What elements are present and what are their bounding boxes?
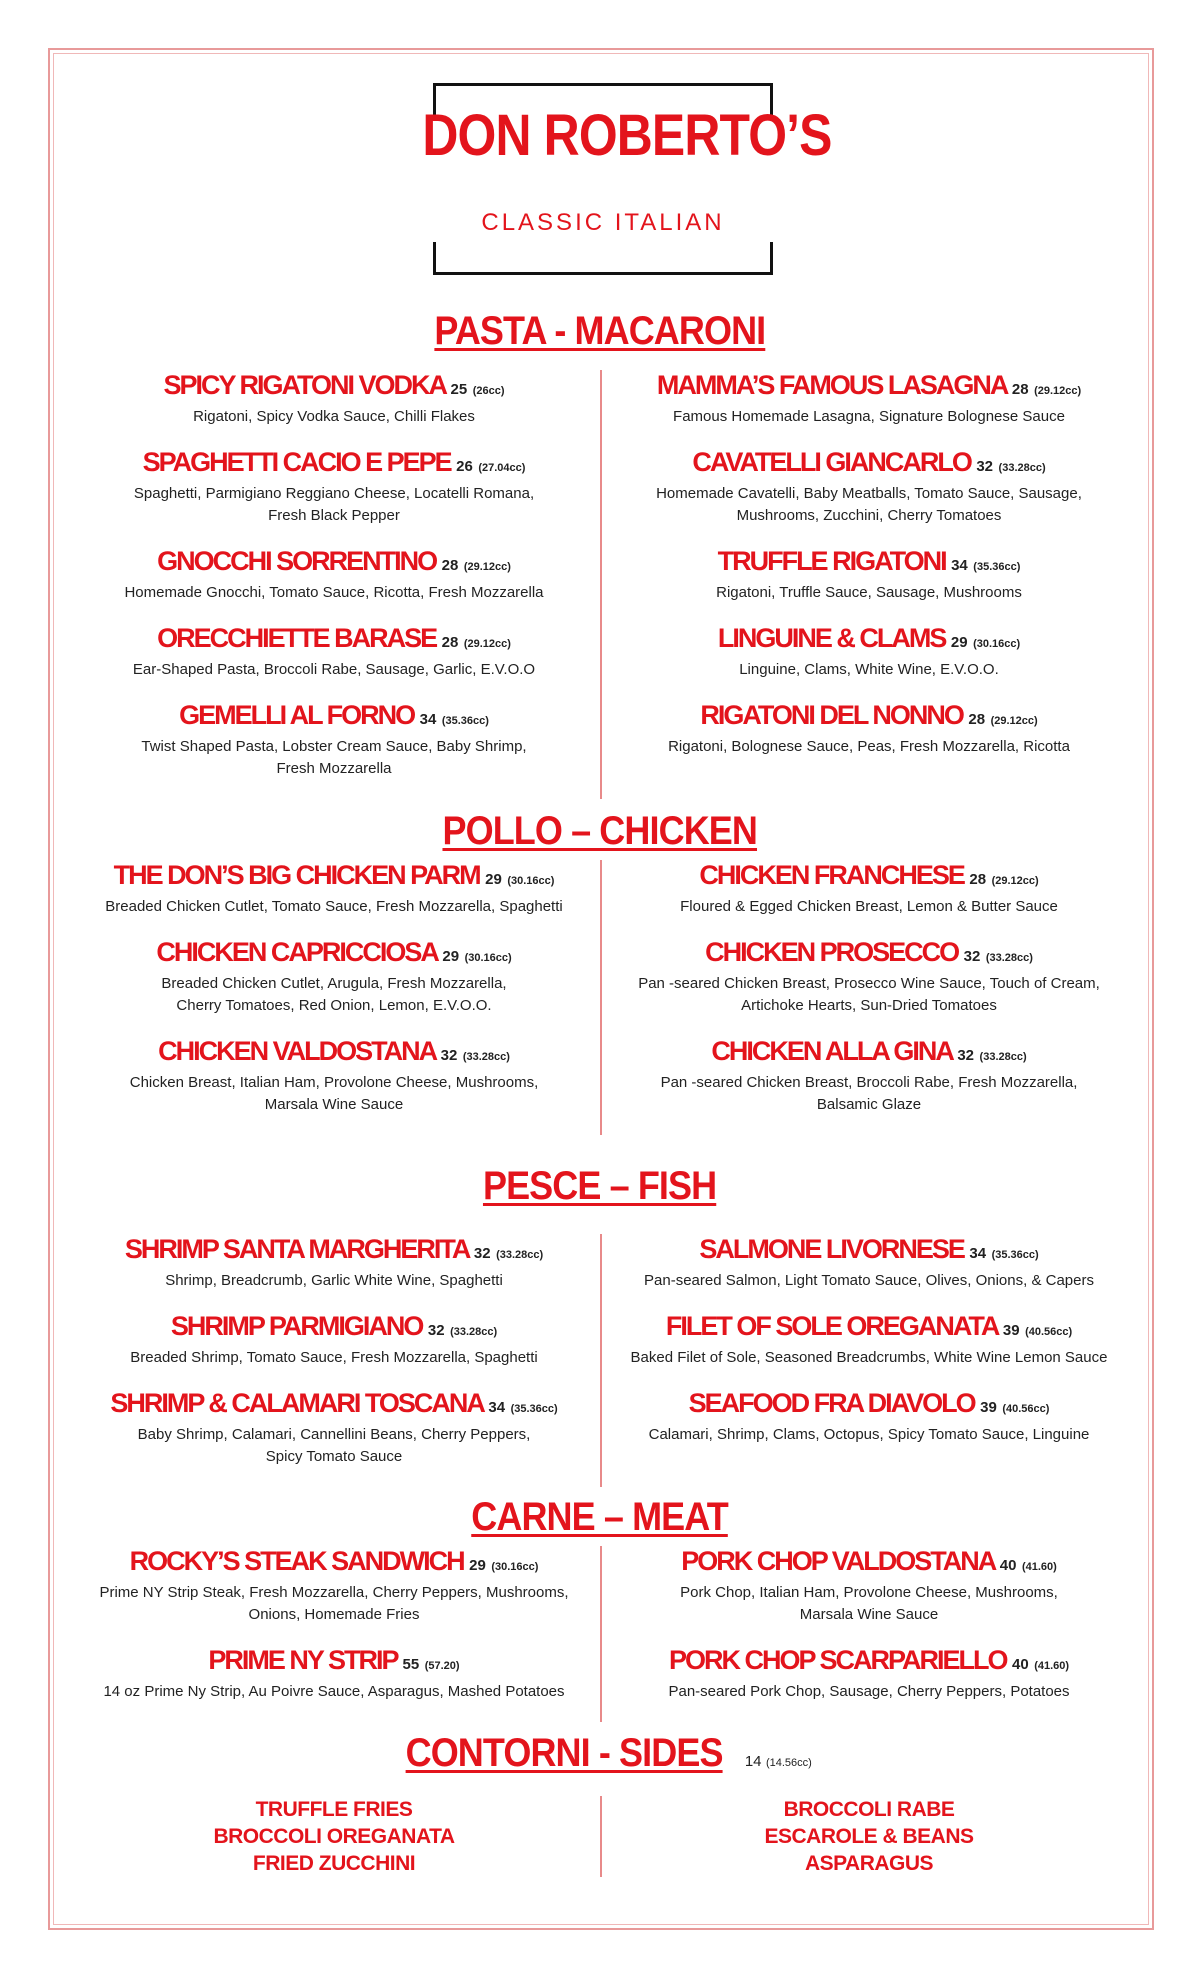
dish-price-cc: (30.16cc) [491, 1561, 539, 1573]
dish-description: Fresh Black Pepper [268, 507, 400, 524]
side-item: FRIED ZUCCHINI [252, 1852, 416, 1875]
dish-price: 32 [976, 458, 994, 475]
dish-name: RIGATONI DEL NONNO [700, 700, 963, 730]
dish-price: 29 [950, 634, 968, 651]
dish-price-cc: (29.12cc) [990, 715, 1038, 727]
dish-description: Calamari, Shrimp, Clams, Octopus, Spicy Tomato Sauce, Linguine [648, 1426, 1090, 1443]
menu-item [68, 1234, 600, 1311]
dish-name: SEAFOOD FRA DIAVOLO [688, 1388, 975, 1418]
dish-description: Chicken Breast, Italian Ham, Provolone Cheese, Mushrooms, [129, 1074, 539, 1091]
dish-price-cc: (29.12cc) [1034, 385, 1082, 397]
dish-price-cc: (35.36cc) [510, 1403, 558, 1415]
menu-column-right [600, 370, 1136, 799]
dish-description: Breaded Chicken Cutlet, Tomato Sauce, Fresh Mozzarella, Spaghetti [105, 898, 563, 915]
dish-price: 34 [951, 557, 968, 574]
dish-name: SPICY RIGATONI VODKA [163, 370, 446, 400]
restaurant-name: DON ROBERTO’S [422, 103, 832, 168]
dish-description: Rigatoni, Truffle Sauce, Sausage, Mushrooms [716, 584, 1022, 601]
menu-item [68, 447, 600, 546]
dish-price-cc: (27.04cc) [478, 462, 526, 474]
dish-row [602, 1388, 1136, 1424]
dish-row [602, 370, 1136, 406]
menu-item [602, 1311, 1136, 1388]
dish-row [602, 447, 1136, 483]
dish-description: Spicy Tomato Sauce [265, 1448, 403, 1465]
dish-price: 39 [980, 1399, 997, 1416]
dish-name: CHICKEN CAPRICCIOSA [156, 937, 437, 967]
dish-name: SHRIMP PARMIGIANO [170, 1311, 423, 1341]
dish-price: 32 [963, 948, 981, 965]
dish-price: 29 [442, 948, 460, 965]
dish-description: Ear-Shaped Pasta, Broccoli Rabe, Sausage, Garlic, E.V.O.O [132, 661, 536, 678]
side-item: ESCAROLE & BEANS [764, 1825, 974, 1848]
dish-name: SHRIMP SANTA MARGHERITA [124, 1234, 469, 1264]
dish-name: CHICKEN PROSECCO [705, 937, 959, 967]
menu-item [602, 623, 1136, 700]
dish-row [602, 1645, 1136, 1681]
menu-column-left [68, 1234, 600, 1487]
dish-row [602, 546, 1136, 582]
dish-description: Marsala Wine Sauce [264, 1096, 404, 1113]
dish-row [68, 1388, 600, 1424]
dish-price-cc: (41.60) [1021, 1561, 1057, 1573]
dish-description: Prime NY Strip Steak, Fresh Mozzarella, Cherry Peppers, Mushrooms, [99, 1584, 569, 1601]
dish-row [68, 1036, 600, 1072]
menu-item [68, 1388, 600, 1487]
dish-name: SPAGHETTI CACIO E PEPE [142, 447, 451, 477]
dish-name: TRUFFLE RIGATONI [717, 546, 946, 576]
dish-row [68, 370, 600, 406]
section-heading [0, 1728, 1200, 1778]
menu-body [0, 306, 1200, 1877]
menu-item [602, 546, 1136, 623]
dish-row [68, 860, 600, 896]
section-columns [68, 370, 1136, 799]
dish-name: MAMMA’S FAMOUS LASAGNA [656, 370, 1007, 400]
dish-name: CHICKEN VALDOSTANA [158, 1036, 436, 1066]
menu-item [68, 1645, 600, 1722]
menu-item [602, 937, 1136, 1036]
menu-item [68, 546, 600, 623]
dish-price: 40 [999, 1557, 1017, 1574]
dish-description: Shrimp, Breadcrumb, Garlic White Wine, Spaghetti [165, 1272, 503, 1289]
dish-price: 29 [485, 871, 502, 888]
dish-price: 28 [969, 871, 987, 888]
section-title: POLLO – CHICKEN [442, 809, 758, 853]
section-columns [68, 1546, 1136, 1722]
dish-description: Homemade Gnocchi, Tomato Sauce, Ricotta, Fresh Mozzarella [124, 584, 544, 601]
dish-price-cc: (41.60) [1034, 1660, 1070, 1672]
dish-name: FILET OF SOLE OREGANATA [665, 1311, 998, 1341]
dish-row [602, 1546, 1136, 1582]
dish-price-cc: (33.28cc) [450, 1326, 498, 1338]
dish-row [602, 860, 1136, 896]
dish-description: Fresh Mozzarella [276, 760, 392, 777]
dish-description: Homemade Cavatelli, Baby Meatballs, Tomato Sauce, Sausage, [656, 485, 1082, 502]
dish-price-cc: (29.12cc) [463, 561, 511, 573]
dish-price: 29 [469, 1557, 486, 1574]
dish-row [602, 700, 1136, 736]
section-heading [0, 306, 1200, 356]
dish-row [602, 1234, 1136, 1270]
dish-name: GNOCCHI SORRENTINO [157, 546, 437, 576]
menu-item [602, 370, 1136, 447]
dish-price: 34 [488, 1399, 506, 1416]
dish-price: 32 [473, 1245, 491, 1262]
menu-item [602, 1546, 1136, 1645]
dish-price: 26 [456, 458, 473, 475]
dish-price: 28 [1011, 381, 1029, 398]
dish-name: ROCKY’S STEAK SANDWICH [129, 1546, 464, 1576]
menu-item [602, 1036, 1136, 1135]
dish-price-cc: (30.16cc) [464, 952, 512, 964]
menu-item [68, 860, 600, 937]
sides-price: 14 [744, 1753, 762, 1770]
menu-item [68, 937, 600, 1036]
section-title: PASTA - MACARONI [434, 309, 766, 353]
menu-item [68, 370, 600, 447]
dish-description: Artichoke Hearts, Sun-Dried Tomatoes [741, 997, 997, 1014]
restaurant-subtitle: CLASSIC ITALIAN [481, 209, 725, 236]
dish-description: Cherry Tomatoes, Red Onion, Lemon, E.V.O.O. [176, 997, 492, 1014]
menu-column-left [68, 370, 600, 799]
section-title: CONTORNI - SIDES [405, 1731, 723, 1775]
dish-row [68, 1234, 600, 1270]
sides-column-right [600, 1796, 1136, 1877]
section-title: CARNE – MEAT [471, 1495, 729, 1539]
dish-description: Linguine, Clams, White Wine, E.V.O.O. [739, 661, 999, 678]
side-item: ASPARAGUS [804, 1852, 934, 1875]
dish-description: Balsamic Glaze [816, 1096, 922, 1113]
menu-item [602, 1234, 1136, 1311]
menu-item [68, 1546, 600, 1645]
dish-name: LINGUINE & CLAMS [717, 623, 946, 653]
side-item: BROCCOLI OREGANATA [213, 1825, 455, 1848]
dish-description: Twist Shaped Pasta, Lobster Cream Sauce, Baby Shrimp, [141, 738, 527, 755]
dish-price-cc: (33.28cc) [462, 1051, 510, 1063]
dish-description: Pan -seared Chicken Breast, Prosecco Wine Sauce, Touch of Cream, [638, 975, 1100, 992]
dish-price-cc: (33.28cc) [985, 952, 1033, 964]
dish-row [68, 1546, 600, 1582]
dish-description: Famous Homemade Lasagna, Signature Bolognese Sauce [673, 408, 1065, 425]
dish-name: CAVATELLI GIANCARLO [692, 447, 971, 477]
dish-description: Mushrooms, Zucchini, Cherry Tomatoes [736, 507, 1002, 524]
dish-description: 14 oz Prime Ny Strip, Au Poivre Sauce, Asparagus, Mashed Potatoes [103, 1683, 565, 1700]
dish-row [68, 937, 600, 973]
dish-price: 25 [450, 381, 468, 398]
section-heading [0, 1161, 1200, 1211]
dish-price: 39 [1002, 1322, 1020, 1339]
dish-name: PRIME NY STRIP [208, 1645, 397, 1675]
dish-price-cc: (40.56cc) [1002, 1403, 1050, 1415]
dish-price: 34 [419, 711, 437, 728]
dish-price-cc: (33.28cc) [496, 1249, 544, 1261]
dish-name: PORK CHOP VALDOSTANA [681, 1546, 995, 1576]
section-heading [0, 1492, 1200, 1542]
dish-row [68, 700, 600, 736]
logo [422, 83, 832, 275]
dish-price-cc: (29.12cc) [991, 875, 1039, 887]
dish-price: 32 [440, 1047, 458, 1064]
dish-price-cc: (33.28cc) [998, 462, 1046, 474]
dish-price-cc: (30.16cc) [507, 875, 555, 887]
dish-price-cc: (33.28cc) [979, 1051, 1027, 1063]
dish-description: Pan-seared Salmon, Light Tomato Sauce, Olives, Onions, & Capers [644, 1272, 1094, 1289]
menu-column-left [68, 1546, 600, 1722]
menu-item [602, 860, 1136, 937]
dish-price: 40 [1012, 1656, 1029, 1673]
dish-description: Rigatoni, Spicy Vodka Sauce, Chilli Flakes [193, 408, 475, 425]
dish-name: THE DON’S BIG CHICKEN PARM [113, 860, 480, 890]
dish-description: Breaded Shrimp, Tomato Sauce, Fresh Mozzarella, Spaghetti [130, 1349, 538, 1366]
dish-description: Breaded Chicken Cutlet, Arugula, Fresh Mozzarella, [161, 975, 507, 992]
side-item: BROCCOLI RABE [783, 1798, 955, 1821]
dish-price: 32 [957, 1047, 975, 1064]
dish-description: Onions, Homemade Fries [248, 1606, 420, 1623]
dish-row [68, 1311, 600, 1347]
dish-price: 28 [968, 711, 986, 728]
menu-column-right [600, 1546, 1136, 1722]
dish-row [68, 623, 600, 659]
dish-description: Baked Filet of Sole, Seasoned Breadcrumbs, White Wine Lemon Sauce [630, 1349, 1108, 1366]
section-heading [0, 806, 1200, 856]
dish-name: CHICKEN FRANCHESE [699, 860, 964, 890]
menu-item [602, 1645, 1136, 1722]
dish-name: CHICKEN ALLA GINA [711, 1036, 952, 1066]
menu-column-right [600, 860, 1136, 1135]
dish-row [602, 623, 1136, 659]
dish-price-cc: (35.36cc) [441, 715, 489, 727]
sides-price-cc: (14.56cc) [765, 1757, 812, 1769]
dish-price-cc: (40.56cc) [1025, 1326, 1073, 1338]
menu-column-right [600, 1234, 1136, 1487]
dish-price-cc: (30.16cc) [973, 638, 1021, 650]
dish-price: 32 [427, 1322, 445, 1339]
section-columns [68, 860, 1136, 1135]
section-columns [68, 1234, 1136, 1487]
menu-item [602, 700, 1136, 777]
dish-name: GEMELLI AL FORNO [179, 700, 415, 730]
dish-price-cc: (35.36cc) [973, 561, 1021, 573]
sides-column-left [68, 1796, 600, 1877]
menu-item [68, 1036, 600, 1135]
dish-description: Rigatoni, Bolognese Sauce, Peas, Fresh Mozzarella, Ricotta [668, 738, 1070, 755]
sides-columns [68, 1796, 1136, 1877]
dish-name: SALMONE LIVORNESE [699, 1234, 964, 1264]
dish-price-cc: (26cc) [472, 385, 505, 397]
dish-price-cc: (29.12cc) [463, 638, 511, 650]
logo-frame-bottom [433, 242, 773, 275]
side-item: TRUFFLE FRIES [255, 1798, 413, 1821]
dish-row [602, 1036, 1136, 1072]
dish-description: Spaghetti, Parmigiano Reggiano Cheese, Locatelli Romana, [133, 485, 535, 502]
section-title: PESCE – FISH [483, 1164, 717, 1208]
menu-item [68, 1311, 600, 1388]
dish-description: Pan-seared Pork Chop, Sausage, Cherry Peppers, Potatoes [668, 1683, 1070, 1700]
dish-name: PORK CHOP SCARPARIELLO [668, 1645, 1007, 1675]
dish-description: Baby Shrimp, Calamari, Cannellini Beans, Cherry Peppers, [137, 1426, 531, 1443]
menu-item [68, 623, 600, 700]
dish-price: 55 [402, 1656, 420, 1673]
dish-row [68, 546, 600, 582]
dish-price: 28 [441, 557, 459, 574]
dish-price: 28 [441, 634, 459, 651]
dish-row [68, 1645, 600, 1681]
menu-item [602, 447, 1136, 546]
dish-description: Pan -seared Chicken Breast, Broccoli Rabe, Fresh Mozzarella, [660, 1074, 1078, 1091]
menu-item [68, 700, 600, 799]
menu-item [602, 1388, 1136, 1465]
dish-price-cc: (57.20) [424, 1660, 460, 1672]
dish-price-cc: (35.36cc) [991, 1249, 1039, 1261]
dish-name: SHRIMP & CALAMARI TOSCANA [110, 1388, 483, 1418]
dish-description: Marsala Wine Sauce [799, 1606, 939, 1623]
menu-column-left [68, 860, 600, 1135]
dish-price: 34 [969, 1245, 987, 1262]
dish-row [602, 937, 1136, 973]
dish-description: Floured & Egged Chicken Breast, Lemon & Butter Sauce [680, 898, 1058, 915]
dish-description: Pork Chop, Italian Ham, Provolone Cheese, Mushrooms, [680, 1584, 1058, 1601]
dish-row [602, 1311, 1136, 1347]
dish-name: ORECCHIETTE BARASE [157, 623, 437, 653]
dish-row [68, 447, 600, 483]
